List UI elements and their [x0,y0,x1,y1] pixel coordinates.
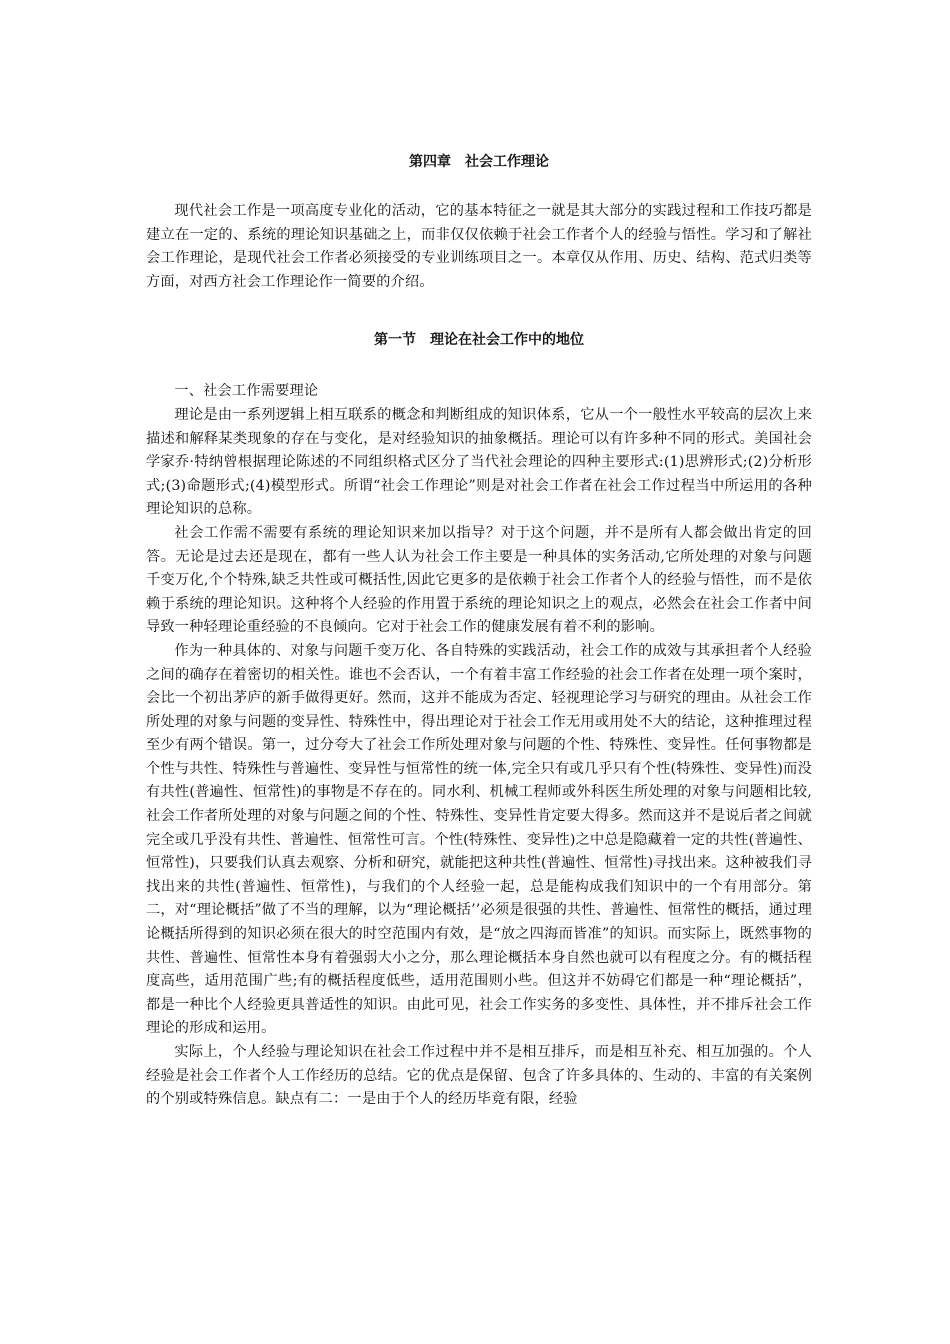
section-title: 第一节 理论在社会工作中的地位 [374,332,584,349]
page-content [146,152,812,1112]
chapter-title: 第四章 社会工作理论 [409,154,549,170]
body-paragraph: 社会工作需不需要有系统的理论知识来加以指导？对于这个问题，并不是所有人都会做出肯定的回答。无论是过去还是现在，都有一些人认为社会工作主要是一种具体的实务活动,它所处理的对象与问题千变万化,个个特殊,缺乏共性或可概括性,因此它更多的是依赖于社会工作者个人的经验与悟性，而不是依赖于系统的理论知识。这种将个人经验的作用置于系统的理论知识之上的观点，必然会在社会工作者中间导致一种轻理论重经验的不良倾向。它对于社会工作的健康发展有着不利的影响。 [146,524,812,636]
body-paragraph: 实际上，个人经验与理论知识在社会工作过程中并不是相互排斥，而是相互补充、相互加强的。个人经验是社会工作者个人工作经历的总结。它的优点是保留、包含了许多具体的、生动的、丰富的有关案例的个别或特殊信息。缺点有二：一是由于个人的经历毕竟有限，经验 [146,1044,812,1108]
chapter-intro-paragraph: 现代社会工作是一项高度专业化的活动，它的基本特征之一就是其大部分的实践过程和工作技巧都是建立在一定的、系统的理论知识基础之上，而非仅仅依赖于社会工作者个人的经验与悟性。学习和了解社会工作理论，是现代社会工作者必须接受的专业训练项目之一。本章仅从作用、历史、结构、范式归类等方面，对西方社会工作理论作一简要的介绍。 [146,203,812,290]
body-paragraph: 作为一种具体的、对象与问题千变万化、各自特殊的实践活动，社会工作的成效与其承担者个人经验之间的确存在着密切的相关性。谁也不会否认，一个有着丰富工作经验的社会工作者在处理一项个案时，会比一个初出茅庐的新手做得更好。然而，这并不能成为否定、轻视理论学习与研究的理由。从社会工作所处理的对象与问题的变异性、特殊性中，得出理论对于社会工作无用或用处不大的结论，这种推理过程至少有两个错误。第一，过分夸大了社会工作所处理对象与问题的个性、特殊性、变异性。任何事物都是个性与共性、特殊性与普遍性、变异性与恒常性的统一体,完全只有或几乎只有个性(特殊性、变异性)而没有共性(普遍性、恒常性)的事物是不存在的。同水利、机械工程师或外科医生所处理的对象与问题相比较,社会工作者所处理的对象与问题之间的个性、特殊性、变异性肯定要大得多。然而这并不是说后者之间就完全或几乎没有共性、普遍性、恒常性可言。个性(特殊性、变异性)之中总是隐藏着一定的共性(普遍性、恒常性)，只要我们认真去观察、分析和研究，就能把这种共性(普遍性、恒常性)寻找出来。这种被我们寻找出来的共性(普遍性、恒常性)，与我们的个人经验一起，总是能构成我们知识中的一个有用部分。第二，对“理论概括”做了不当的理解，以为“理论概括’’必须是很强的共性、普遍性、恒常性的概括，通过理论概括所得到的知识必须在很大的时空范围内有效，是“放之四海而皆准”的知识。而实际上，既然事物的共性、普遍性、恒常性本身有着强弱大小之分，那么理论概括本身自然也就可以有程度之分。有的概括程度高些，适用范围广些;有的概括程度低些，适用范围则小些。但这并不妨碍它们都是一种“理论概括”，都是一种比个人经验更具普适性的知识。由此可见，社会工作实务的多变性、具体性，并不排斥社会工作理论的形成和运用。 [146,642,812,1037]
subsection-heading: 一、社会工作需要理论 [174,383,319,400]
body-paragraph: 理论是由一系列逻辑上相互联系的概念和判断组成的知识体系，它从一个一般性水平较高的层次上来描述和解释某类现象的存在与变化，是对经验知识的抽象概括。理论可以有许多种不同的形式。美国社会学家乔·特纳曾根据理论陈述的不同组织格式区分了当代社会理论的四种主要形式:(1)思辨形式;(2)分析形式;(3)命题形式;(4)模型形式。所谓“社会工作理论”则是对社会工作者在社会工作过程当中所运用的各种理论知识的总称。 [146,406,812,518]
